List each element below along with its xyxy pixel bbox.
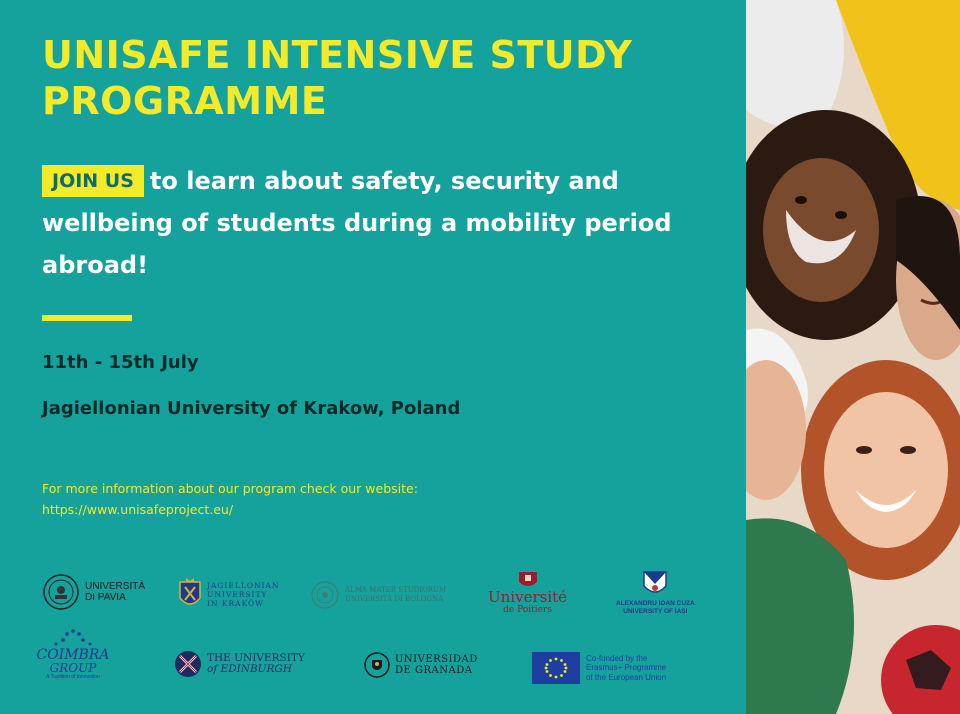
logo-coimbra-line3: A Tradition of Innovation (46, 674, 100, 680)
logo-edinburgh-line2: of EDINBURGH (207, 663, 292, 675)
logo-jagiellonian (178, 576, 279, 612)
students-photo-illustration (746, 0, 960, 714)
logo-granada-line2: DE GRANADA (395, 665, 473, 676)
logo-pavia (42, 573, 145, 611)
logo-bologna-line2: UNIVERSITÀ DI BOLOGNA (345, 595, 444, 603)
logo-pavia-line1: UNIVERSITÀ (85, 581, 146, 592)
coimbra-stars-icon (43, 626, 103, 648)
logo-bologna-line1: ALMA MATER STUDIORUM (345, 586, 447, 594)
granada-seal-icon (364, 652, 390, 678)
cuza-crest-icon (641, 570, 669, 598)
logo-jagiellonian-line2: UNIVERSITY (207, 589, 268, 599)
tagline-text: to learn about safety, security and wellbeing of students during a mobility period abroad! (42, 167, 672, 279)
logo-granada-line1: UNIVERSIDAD (395, 654, 478, 665)
logo-cuza-line2: UNIVERSITY OF IAȘI (623, 608, 688, 615)
logo-cuza-line1: ALEXANDRU IOAN CUZA (616, 600, 695, 607)
logo-edinburgh (174, 650, 305, 678)
students-photo (746, 0, 960, 714)
info-text: For more information about our program check our website: (42, 481, 418, 496)
page-title: UNISAFE INTENSIVE STUDY PROGRAMME (42, 33, 633, 123)
logo-coimbra-line1: COIMBRA (36, 647, 110, 663)
event-dates: 11th - 15th July (42, 352, 199, 373)
logo-granada (364, 652, 478, 678)
logo-edinburgh-line1: THE UNIVERSITY (207, 652, 305, 664)
logo-coimbra-line2: GROUP (49, 661, 97, 675)
logo-erasmus-line1: Co-funded by the (586, 653, 648, 663)
logo-coimbra (38, 626, 108, 681)
edinburgh-crest-icon (174, 650, 202, 678)
logo-pavia-line2: DI PAVIA (85, 592, 126, 603)
logo-jagiellonian-line1: JAGIELLONIAN (207, 580, 280, 590)
logo-erasmus-line3: of the European Union (586, 672, 667, 682)
pavia-seal-icon (42, 573, 80, 611)
tagline (42, 160, 732, 286)
logo-erasmus (532, 652, 666, 684)
logo-poitiers-line2: de Poitiers (503, 605, 552, 615)
poitiers-crest-icon (515, 570, 541, 590)
logo-poitiers-line1: Université (488, 588, 568, 606)
jagiellonian-crest-icon (178, 576, 202, 612)
info-block (42, 478, 562, 520)
logo-bologna (310, 580, 446, 610)
divider (42, 315, 132, 321)
eu-flag-icon (532, 652, 580, 684)
bologna-seal-icon (310, 580, 340, 610)
logo-poitiers (488, 570, 567, 615)
logo-jagiellonian-line3: IN KRAKÓW (207, 598, 264, 608)
logo-cuza (616, 570, 695, 616)
event-venue: Jagiellonian University of Krakow, Poland (42, 398, 461, 419)
join-us-badge: JOIN US (42, 165, 144, 197)
logo-erasmus-line2: Erasmus+ Programme (586, 663, 667, 673)
website-link[interactable]: https://www.unisafeproject.eu/ (42, 502, 234, 517)
